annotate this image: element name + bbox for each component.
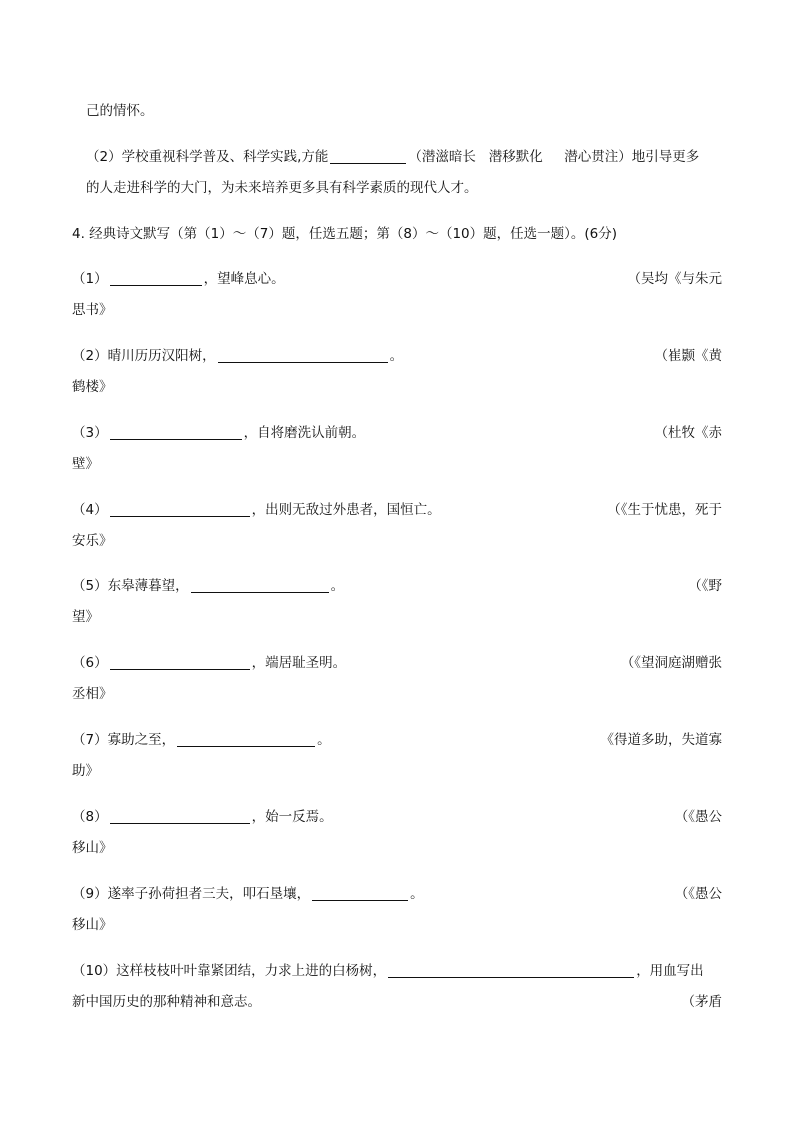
item-text: （8） bbox=[72, 809, 108, 825]
paragraph-continuation: 己的情怀。 bbox=[86, 103, 154, 119]
item-4-source: （《生于忧患，死于 bbox=[607, 502, 722, 518]
item-3-source-cont: 壁》 bbox=[72, 456, 99, 472]
item-text: ，用血写出 bbox=[636, 963, 704, 979]
item-7-source-cont: 助》 bbox=[72, 763, 99, 779]
item-text: （4） bbox=[72, 502, 108, 518]
item-8-source-cont: 移山》 bbox=[72, 840, 113, 856]
item-7-source: 《得道多助，失道寡 bbox=[600, 732, 722, 748]
item-10-continuation: 新中国历史的那种精神和意志。 bbox=[72, 994, 261, 1010]
item-text: （2）晴川历历汉阳树， bbox=[72, 348, 216, 364]
item-2-source: （崔颢《黄 bbox=[654, 348, 722, 364]
item-1-source: （吴均《与朱元 bbox=[627, 271, 722, 287]
item-3-source: （杜牧《赤 bbox=[654, 425, 722, 441]
item-9-source-cont: 移山》 bbox=[72, 917, 113, 933]
item-10-source: （茅盾 bbox=[681, 994, 722, 1010]
question-3-2 bbox=[86, 147, 699, 167]
answer-blank[interactable] bbox=[110, 502, 250, 517]
answer-blank[interactable] bbox=[110, 655, 250, 670]
item-2 bbox=[72, 346, 403, 366]
item-text: （10）这样枝枝叶叶靠紧团结，力求上进的白杨树， bbox=[72, 963, 387, 979]
item-4 bbox=[72, 500, 441, 520]
item-text: 。 bbox=[389, 348, 404, 364]
item-10 bbox=[72, 961, 704, 981]
item-text: ，出则无敌过外患者，国恒亡。 bbox=[251, 502, 441, 518]
answer-blank[interactable] bbox=[218, 348, 388, 363]
question-4-header: 4. 经典诗文默写（第（1）～（7）题，任选五题；第（8）～（10）题，任选一题）。(6分) bbox=[72, 226, 617, 242]
item-text: ，自将磨洗认前朝。 bbox=[243, 425, 366, 441]
item-6 bbox=[72, 653, 346, 673]
item-text: 。 bbox=[317, 732, 331, 748]
answer-blank[interactable] bbox=[110, 271, 202, 286]
answer-blank[interactable] bbox=[330, 149, 406, 164]
item-text: （7）寡助之至， bbox=[72, 732, 176, 748]
item-7 bbox=[72, 730, 331, 750]
item-1 bbox=[72, 269, 285, 289]
answer-blank[interactable] bbox=[312, 886, 408, 901]
item-text: （6） bbox=[72, 655, 108, 671]
question-3-2-continuation: 的人走进科学的大门，为未来培养更多具有科学素质的现代人才。 bbox=[86, 180, 478, 196]
item-1-source-cont: 思书》 bbox=[72, 302, 113, 318]
item-text: 。 bbox=[330, 578, 345, 594]
item-text: （5）东皋薄暮望， bbox=[72, 578, 189, 594]
item-2-source-cont: 鹤楼》 bbox=[72, 379, 113, 395]
item-9-source: （《愚公 bbox=[674, 886, 722, 902]
item-text: （3） bbox=[72, 425, 108, 441]
question-text: （2）学校重视科学普及、科学实践,方能 bbox=[86, 149, 329, 165]
item-text: ，望峰息心。 bbox=[203, 271, 285, 287]
item-3 bbox=[72, 423, 365, 443]
answer-blank[interactable] bbox=[177, 732, 315, 747]
item-4-source-cont: 安乐》 bbox=[72, 533, 113, 549]
item-8 bbox=[72, 807, 333, 827]
item-text: （1） bbox=[72, 271, 108, 287]
item-5 bbox=[72, 576, 344, 596]
item-6-source: （《望洞庭湖赠张 bbox=[620, 655, 722, 671]
item-8-source: （《愚公 bbox=[674, 809, 722, 825]
answer-blank[interactable] bbox=[110, 425, 242, 440]
question-text: （潜滋暗长 潜移默化 潜心贯注）地引导更多 bbox=[408, 149, 700, 165]
item-text: ，始一反焉。 bbox=[251, 809, 333, 825]
item-5-source-cont: 望》 bbox=[72, 609, 99, 625]
answer-blank[interactable] bbox=[110, 809, 250, 824]
item-9 bbox=[72, 884, 424, 904]
answer-blank[interactable] bbox=[191, 578, 329, 593]
item-text: （9）遂率子孙荷担者三夫，叩石垦壤， bbox=[72, 886, 311, 902]
item-5-source: （《野 bbox=[688, 578, 722, 594]
item-text: ，端居耻圣明。 bbox=[251, 655, 347, 671]
item-6-source-cont: 丞相》 bbox=[72, 686, 113, 702]
answer-blank[interactable] bbox=[388, 963, 634, 978]
item-text: 。 bbox=[410, 886, 424, 902]
